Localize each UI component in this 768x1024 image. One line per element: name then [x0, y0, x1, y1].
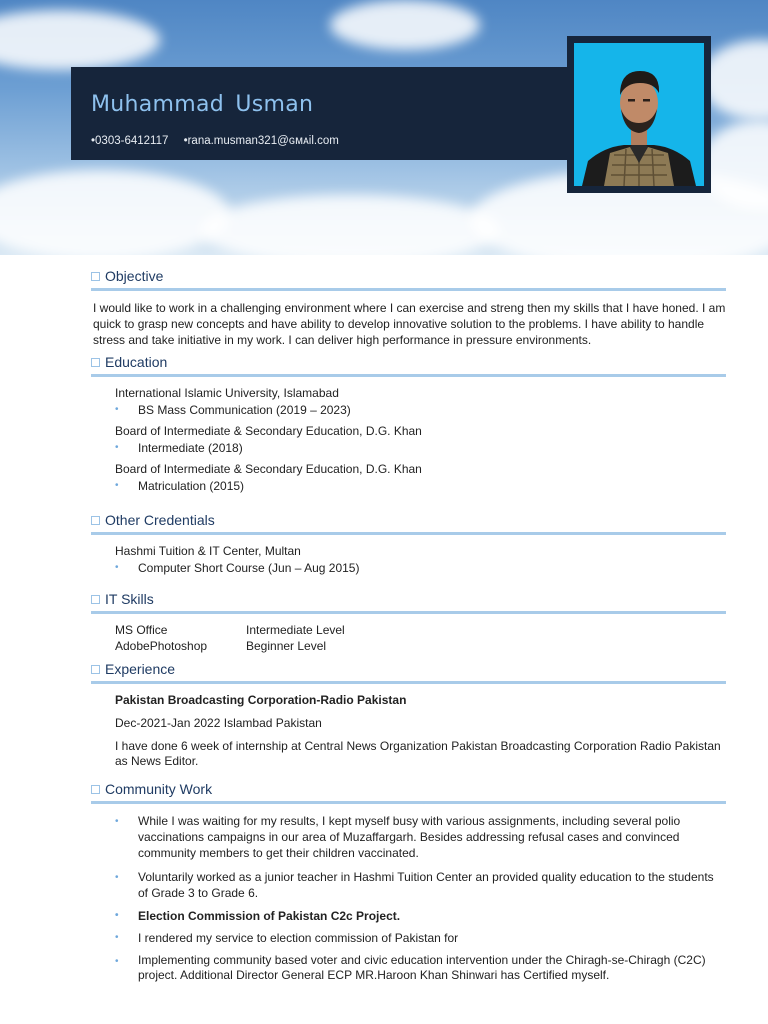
credential-institution: Hashmi Tuition & IT Center, Multan [115, 544, 301, 558]
section-marker-icon [91, 785, 100, 794]
cloud-decoration [0, 170, 230, 255]
community-item: • Voluntarily worked as a junior teacher in Hashmi Tuition Center an provided quality education to the students of Grade 3 to Grade 6. [115, 869, 726, 901]
community-item: • I rendered my service to election commission of Pakistan for [115, 931, 726, 945]
objective-section [91, 266, 726, 348]
section-divider [91, 288, 726, 291]
skill-level: Beginner Level [246, 639, 327, 653]
candidate-name: Muhammad Usman [91, 92, 314, 117]
phone-number: •0303-6412117 [91, 135, 169, 147]
cloud-decoration [0, 10, 160, 70]
email-address: •rana.musman321@ɢᴍᴀil.com [183, 135, 339, 147]
section-divider [91, 611, 726, 614]
skill-name: MS Office [115, 623, 168, 637]
section-title: Community Work [105, 781, 213, 797]
education-institution: Board of Intermediate & Secondary Education, D.G. Khan [115, 424, 422, 438]
section-title: Other Credentials [105, 512, 215, 528]
section-marker-icon [91, 272, 100, 281]
experience-organization: Pakistan Broadcasting Corporation-Radio Pakistan [115, 693, 407, 707]
experience-section [91, 659, 726, 769]
cloud-decoration [330, 0, 480, 50]
cloud-decoration [200, 195, 500, 255]
education-detail: • BS Mass Communication (2019 – 2023) [115, 403, 726, 417]
section-title: Objective [105, 268, 164, 284]
community-item: • While I was waiting for my results, I kept myself busy with various assignments, including several polio vaccinations campaigns in our area of Muzaffargarh. Besides addressing refusal cases and convinced community members to get their children vaccinated. [115, 813, 726, 861]
skill-row [115, 639, 726, 653]
education-institution: Board of Intermediate & Secondary Education, D.G. Khan [115, 462, 422, 476]
education-section [91, 352, 726, 493]
section-header [91, 352, 726, 372]
credential-detail: • Computer Short Course (Jun – Aug 2015) [115, 561, 726, 575]
section-divider [91, 532, 726, 535]
contact-info [91, 135, 351, 147]
objective-text: I would like to work in a challenging environment where I can exercise and streng then my skills that I have honed. I am quick to grasp new concepts and have ability to develop innovative solution to the problems. I have ability to handle stress and take initiative in my work. I can deliver high performance in pressure environments. [93, 301, 726, 347]
section-marker-icon [91, 595, 100, 604]
section-marker-icon [91, 358, 100, 367]
education-institution: International Islamic University, Islamabad [115, 386, 339, 400]
community-section [91, 779, 726, 983]
experience-dates: Dec-2021-Jan 2022 Islambad Pakistan [115, 716, 322, 730]
section-divider [91, 374, 726, 377]
skill-level: Intermediate Level [246, 623, 345, 637]
section-title: IT Skills [105, 591, 154, 607]
section-divider [91, 801, 726, 804]
profile-photo [574, 43, 704, 186]
experience-description: I have done 6 week of internship at Central News Organization Pakistan Broadcasting Corporation Radio Pakistan as News Editor. [115, 739, 721, 768]
it-skills-section [91, 589, 726, 653]
person-portrait-icon [574, 43, 704, 186]
section-header [91, 266, 726, 286]
section-marker-icon [91, 516, 100, 525]
section-marker-icon [91, 665, 100, 674]
skill-row [115, 623, 726, 637]
credentials-section [91, 510, 726, 575]
section-header [91, 510, 726, 530]
community-item: • Election Commission of Pakistan C2c Project. [115, 909, 726, 923]
section-divider [91, 681, 726, 684]
community-item: • Implementing community based voter and civic education intervention under the Chiragh-se-Chiragh (C2C) project. Additional Director General ECP MR.Haroon Khan Shinwari has Certified myself. [115, 953, 726, 983]
section-title: Education [105, 354, 168, 370]
section-header [91, 779, 726, 799]
section-title: Experience [105, 661, 176, 677]
education-detail: • Intermediate (2018) [115, 441, 726, 455]
section-header [91, 589, 726, 609]
skill-name: AdobePhotoshop [115, 639, 208, 653]
section-header [91, 659, 726, 679]
education-detail: • Matriculation (2015) [115, 479, 726, 493]
